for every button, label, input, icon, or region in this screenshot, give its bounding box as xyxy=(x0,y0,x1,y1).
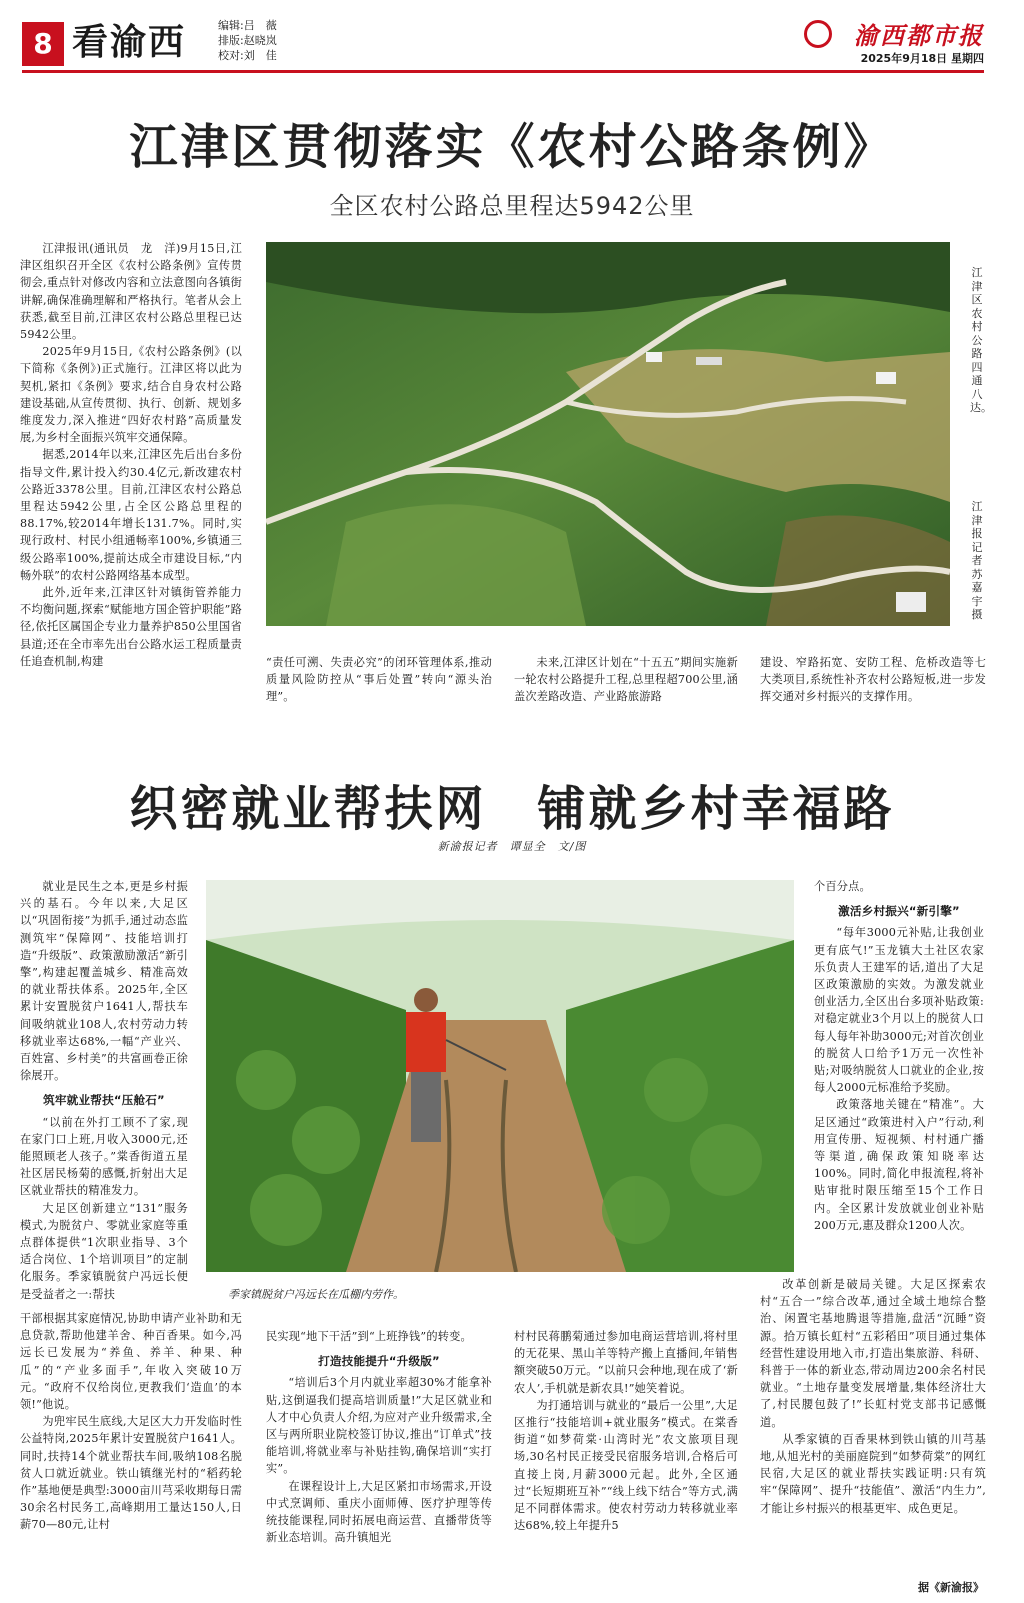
article1-column-1 xyxy=(20,240,242,670)
article2-column-4-continued xyxy=(760,1276,986,1517)
article1-paragraph: “责任可溯、失责必究”的闭环管理体系,推动质量风险防控从“事后处置”转向“源头治理”。 xyxy=(266,656,492,704)
article1-subtitle: 全区农村公路总里程达5942公里 xyxy=(329,192,695,220)
editor-line: 编辑:吕 薇 xyxy=(218,19,277,32)
article2-paragraph: “培训后3个月内就业率超30%才能拿补贴,这倒逼我们提高培训质量!”大足区就业和人才中心负责人介绍,为应对产业升级需求,全区与两所职业院校签订协议,推出“订单式”技能培训,将就业率与补贴挂钩,确保培训“实打实”。 xyxy=(266,1376,492,1476)
article2-photo-caption: 季家镇脱贫户冯远长在瓜棚内劳作。 xyxy=(228,1288,404,1301)
article2-paragraph: 个百分点。 xyxy=(814,880,871,893)
article2-column-2 xyxy=(266,1328,492,1546)
article2-column-1 xyxy=(20,878,188,1303)
article2-paragraph: “每年3000元补贴,让我创业更有底气!”玉龙镇大土社区农家乐负责人王建军的话,道出了大足区政策激励的实效。为激发就业创业活力,全区出台多项补贴政策:对稳定就业3个月以上的脱贫人口每人每年补助3000元;对首次创业的脱贫人口给予1万元一次性补贴;对吸纳脱贫人口就业的企业,按每人2000元标准给予奖励。 xyxy=(814,926,984,1095)
article1-photo-credit: 江津报记者 苏嘉宇 摄 xyxy=(971,500,994,621)
article2-paragraph: 政策落地关键在“精准”。大足区通过“政策进村入户”行动,利用宣传册、短视频、村村通广播等渠道,确保政策知晓率达100%。同时,简化申报流程,将补贴审批时限压缩至15个工作日内。全区累计发放就业创业补贴200万元,惠及群众1200人次。 xyxy=(814,1098,984,1232)
article2-byline: 新渝报记者 谭显全 文/图 xyxy=(437,840,587,853)
article2-paragraph: “以前在外打工顾不了家,现在家门口上班,月收入3000元,还能照顾老人孩子。”棠香街道五星社区居民杨菊的感慨,折射出大足区就业帮扶的精准发力。 xyxy=(20,1115,188,1198)
article2-paragraph: 村村民蒋鹏菊通过参加电商运营培训,将村里的无花果、黑山羊等特产搬上直播间,年销售额突破50万元。“以前只会种地,现在成了‘新农人’,手机就是新农具!”她笑着说。 xyxy=(514,1330,738,1395)
article2-paragraph: 大足区创新建立“131”服务模式,为脱贫户、零就业家庭等重点群体提供“1次职业指导、3个适合岗位、1个培训项目”的定制化服务。季家镇脱贫户冯远长便是受益者之一:帮扶 xyxy=(20,1201,188,1301)
article1-paragraph: 此外,近年来,江津区针对镇街管养能力不均衡问题,探索“赋能地方国企管护职能”路径,依托区属国企专业力量养护850公里国省县道;还在全市率先出台公路水运工程质量责任追查机制,构建 xyxy=(20,586,242,668)
editor-credits xyxy=(218,18,277,63)
newspaper-logo-icon xyxy=(804,20,832,48)
article1-column-2 xyxy=(266,654,492,706)
article2-source: 据《新渝报》 xyxy=(918,1581,984,1594)
newspaper-name: 渝西都市报 xyxy=(854,21,984,50)
greenhouse-farmer-photo xyxy=(206,880,794,1272)
rural-road-aerial-photo xyxy=(266,242,950,626)
issue-date: 2025年9月18日 星期四 xyxy=(860,52,984,65)
article2-subheading: 筑牢就业帮扶“压舱石” xyxy=(43,1093,165,1108)
article1-column-4 xyxy=(760,654,986,706)
article2-subheading: 激活乡村振兴“新引擎” xyxy=(838,904,960,919)
article1-paragraph: 未来,江津区计划在“十五五”期间实施新一轮农村公路提升工程,总里程超700公里,涵盖次差路改造、产业路旅游路 xyxy=(514,656,738,704)
article1-photo-caption: 江津区农村公路四通八达。 xyxy=(970,266,992,414)
article1-column-3 xyxy=(514,654,738,706)
article2-paragraph: 从季家镇的百香果林到铁山镇的川芎基地,从旭光村的美丽庭院到“如梦荷棠”的网红民宿,大足区的就业帮扶实践证明:只有筑牢“保障网”、提升“技能值”、激活“内生力”,才能让乡村振兴的根基更牢、成色更足。 xyxy=(760,1432,986,1515)
article2-column-1-continued xyxy=(20,1310,242,1534)
article1-paragraph: 2025年9月15日,《农村公路条例》(以下简称《条例》)正式施行。江津区将以此为契机,紧扣《条例》要求,结合自身农村公路建设基础,从宣传贯彻、执行、创新、规划多维度发力,深入推进“四好农村路”高质量发展,为乡村全面振兴筑牢交通保障。 xyxy=(20,345,242,445)
article1-paragraph: 建设、窄路拓宽、安防工程、危桥改造等七大类项目,系统性补齐农村公路短板,进一步发挥交通对乡村振兴的支撑作用。 xyxy=(760,656,986,704)
article2-paragraph: 就业是民生之本,更是乡村振兴的基石。今年以来,大足区以“巩固衔接”为抓手,通过动态监测筑牢“保障网”、技能培训打造“升级版”、政策激励激活“新引擎”,构建起覆盖城乡、精准高效的就业帮扶体系。2025年,全区累计安置脱贫户1641人,帮扶车间吸纳就业108人,农村劳动力转移就业率达68%,一幅“产业兴、百姓富、乡村美”的共富画卷正徐徐展开。 xyxy=(20,880,188,1083)
article1-title: 江津区贯彻落实《农村公路条例》 xyxy=(129,119,895,175)
section-title: 看渝西 xyxy=(72,21,187,63)
article2-paragraph: 为兜牢民生底线,大足区大力开发临时性公益特岗,2025年累计安置脱贫户1641人。同时,扶持14个就业帮扶车间,吸纳108名脱贫人口就近就业。铁山镇继光村的“稻药轮作”基地便是典型:3000亩川芎采收期每日需30余名村民务工,高峰期用工量达150人,日薪70—80元,让村 xyxy=(20,1415,242,1532)
article2-paragraph: 干部根据其家庭情况,协助申请产业补助和无息贷款,帮助他建羊舍、种百香果。如今,冯远长已发展为“养鱼、养羊、种果、种瓜”的“产业多面手”,年收入突破10万元。“政府不仅给岗位,更教我们‘造血’的本领!”他说。 xyxy=(20,1312,242,1412)
article2-column-4 xyxy=(814,878,984,1234)
article1-paragraph: 据悉,2014年以来,江津区先后出台多份指导文件,累计投入约30.4亿元,新改建农村公路近3378公里。目前,江津区农村公路总里程达5942公里,占全区公路总里程的88.17%,较2014年增长131.7%。同时,实现行政村、村民小组通畅率100%,乡镇通三级公路率100%,提前达成全市建设目标,“内畅外联”的农村公路网络基本成型。 xyxy=(20,448,242,582)
header-divider xyxy=(22,70,984,73)
article2-paragraph: 改革创新是破局关键。大足区探索农村“五合一”综合改革,通过全域土地综合整治、闲置宅基地腾退等措施,盘活“沉睡”资源。拾万镇长虹村“五彩稻田”项目通过集体经营性建设用地入市,打造出集旅游、科研、科普于一体的新业态,带动周边200余名村民就业。“土地存量变发展增量,集体经济壮大了,村民腰包鼓了!”长虹村党支部书记感慨道。 xyxy=(760,1278,986,1429)
proof-line: 校对:刘 佳 xyxy=(218,49,277,62)
article2-title: 织密就业帮扶网 铺就乡村幸福路 xyxy=(129,781,895,837)
page-number: 8 xyxy=(22,22,64,66)
article2-subheading: 打造技能提升“升级版” xyxy=(318,1354,440,1369)
article2-paragraph: 为打通培训与就业的“最后一公里”,大足区推行“技能培训+就业服务”模式。在棠香街道“如梦荷棠·山湾时光”农文旅项目现场,30名村民正接受民宿服务培训,合格后可直接上岗,月薪3000元起。此外,全区通过“长短期班互补”“线上线下结合”等方式,满足不同群体需求。使农村劳动力转移就业率达68%,较上年提升5 xyxy=(514,1398,738,1533)
article2-paragraph: 在课程设计上,大足区紧扣市场需求,开设中式烹调师、重庆小面师傅、医疗护理等传统技能课程,同时拓展电商运营、直播带货等新业态培训。高升镇旭光 xyxy=(266,1479,492,1545)
article1-lead: 江津报讯(通讯员 龙 洋)9月15日,江津区组织召开全区《农村公路条例》宣传贯彻会,重点针对修改内容和立法意图向各镇街讲解,确保准确理解和严格执行。笔者从会上获悉,截至目前,江津区农村公路总里程已达5942公里。 xyxy=(20,242,242,342)
article2-paragraph: 民实现“地下干活”到“上班挣钱”的转变。 xyxy=(266,1330,472,1343)
layout-line: 排版:赵晓岚 xyxy=(218,34,277,47)
article2-column-3 xyxy=(514,1328,738,1534)
